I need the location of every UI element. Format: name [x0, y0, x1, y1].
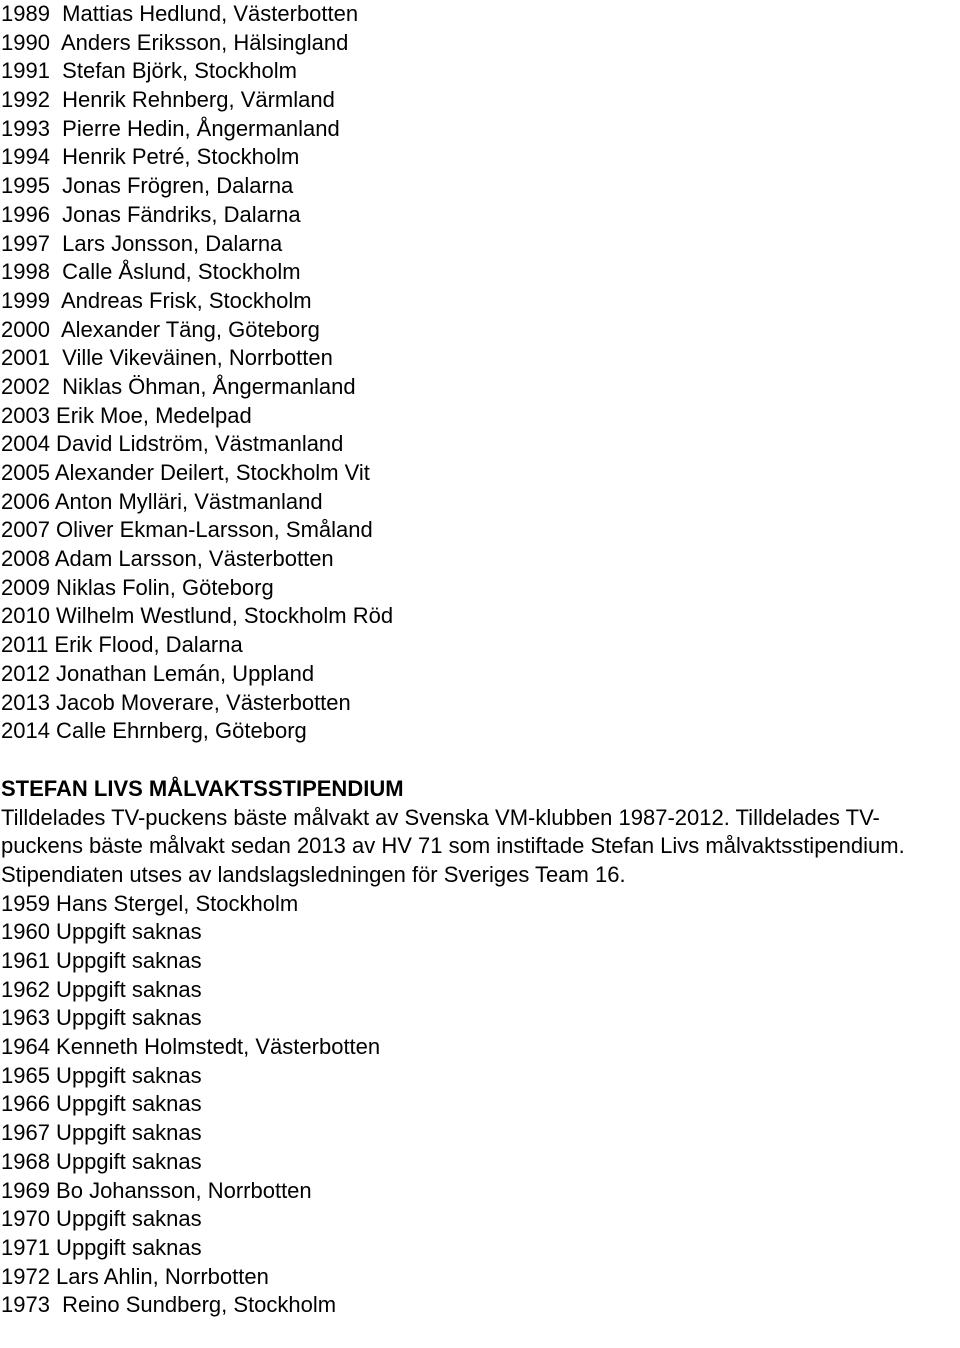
list-item: 1966 Uppgift saknas: [1, 1091, 202, 1117]
list-item: 1964 Kenneth Holmstedt, Västerbotten: [1, 1034, 381, 1060]
list-item: 1990 Anders Eriksson, Hälsingland: [1, 29, 349, 55]
list-item: 2006 Anton Mylläri, Västmanland: [1, 488, 323, 514]
list-item: 1961 Uppgift saknas: [1, 948, 202, 974]
list-item: 1960 Uppgift saknas: [1, 919, 202, 945]
list-item: 2004 David Lidström, Västmanland: [1, 431, 344, 457]
list-item: 1996 Jonas Fändriks, Dalarna: [1, 201, 301, 227]
list-item: 2008 Adam Larsson, Västerbotten: [1, 546, 334, 572]
list-item: 2014 Calle Ehrnberg, Göteborg: [1, 718, 307, 744]
list-item: 1991 Stefan Björk, Stockholm: [1, 58, 297, 84]
list-item: 2002 Niklas Öhman, Ångermanland: [1, 373, 356, 399]
list-item: 2009 Niklas Folin, Göteborg: [1, 574, 274, 600]
list-item: 1989 Mattias Hedlund, Västerbotten: [1, 1, 359, 26]
section-description: Tilldelades TV-puckens bäste målvakt av Svenska VM-klubben 1987-2012. Tilldelades TV-puckens bäste målvakt sedan 2013 av HV 71 som instiftade Stefan Livs målvaktsstipendium.: [1, 804, 905, 859]
section-heading: STEFAN LIVS MÅLVAKTSSTIPENDIUM: [1, 775, 404, 801]
list-item: 2013 Jacob Moverare, Västerbotten: [1, 689, 351, 715]
list-item: 2001 Ville Vikeväinen, Norrbotten: [1, 345, 333, 371]
list-item: 1967 Uppgift saknas: [1, 1120, 202, 1146]
list-item: 2003 Erik Moe, Medelpad: [1, 402, 252, 428]
section-note: Stipendiaten utses av landslagsledningen för Sveriges Team 16.: [1, 861, 626, 887]
list-item: 1993 Pierre Hedin, Ångermanland: [1, 115, 340, 141]
list-item: 1968 Uppgift saknas: [1, 1148, 202, 1174]
list-item: 2012 Jonathan Lemán, Uppland: [1, 660, 315, 686]
list-item: 1969 Bo Johansson, Norrbotten: [1, 1177, 312, 1203]
award-list-1989-2002: [1, 0, 959, 402]
list-item: 1963 Uppgift saknas: [1, 1005, 202, 1031]
list-item: 1992 Henrik Rehnberg, Värmland: [1, 87, 335, 113]
list-item: 1994 Henrik Petré, Stockholm: [1, 144, 300, 170]
list-item: 1971 Uppgift saknas: [1, 1234, 202, 1260]
list-item: 1959 Hans Stergel, Stockholm: [1, 890, 299, 916]
stipend-list: [1, 890, 959, 1320]
list-item: 1972 Lars Ahlin, Norrbotten: [1, 1263, 269, 1289]
list-item: 1973 Reino Sundberg, Stockholm: [1, 1292, 337, 1318]
list-item: 1965 Uppgift saknas: [1, 1062, 202, 1088]
list-item: 1997 Lars Jonsson, Dalarna: [1, 230, 283, 256]
list-item: 2005 Alexander Deilert, Stockholm Vit: [1, 460, 370, 485]
list-item: 2011 Erik Flood, Dalarna: [1, 632, 243, 658]
award-list-2003-2014: [1, 402, 959, 746]
section-spacer: [1, 746, 959, 775]
list-item: 2000 Alexander Täng, Göteborg: [1, 316, 320, 342]
list-item: 1999 Andreas Frisk, Stockholm: [1, 287, 312, 313]
list-item: 1962 Uppgift saknas: [1, 976, 202, 1002]
list-item: 2010 Wilhelm Westlund, Stockholm Röd: [1, 603, 394, 629]
list-item: 1998 Calle Åslund, Stockholm: [1, 259, 301, 285]
list-item: 1995 Jonas Frögren, Dalarna: [1, 173, 294, 199]
list-item: 2007 Oliver Ekman-Larsson, Småland: [1, 517, 373, 543]
document-page: [1, 0, 959, 1320]
list-item: 1970 Uppgift saknas: [1, 1206, 202, 1232]
